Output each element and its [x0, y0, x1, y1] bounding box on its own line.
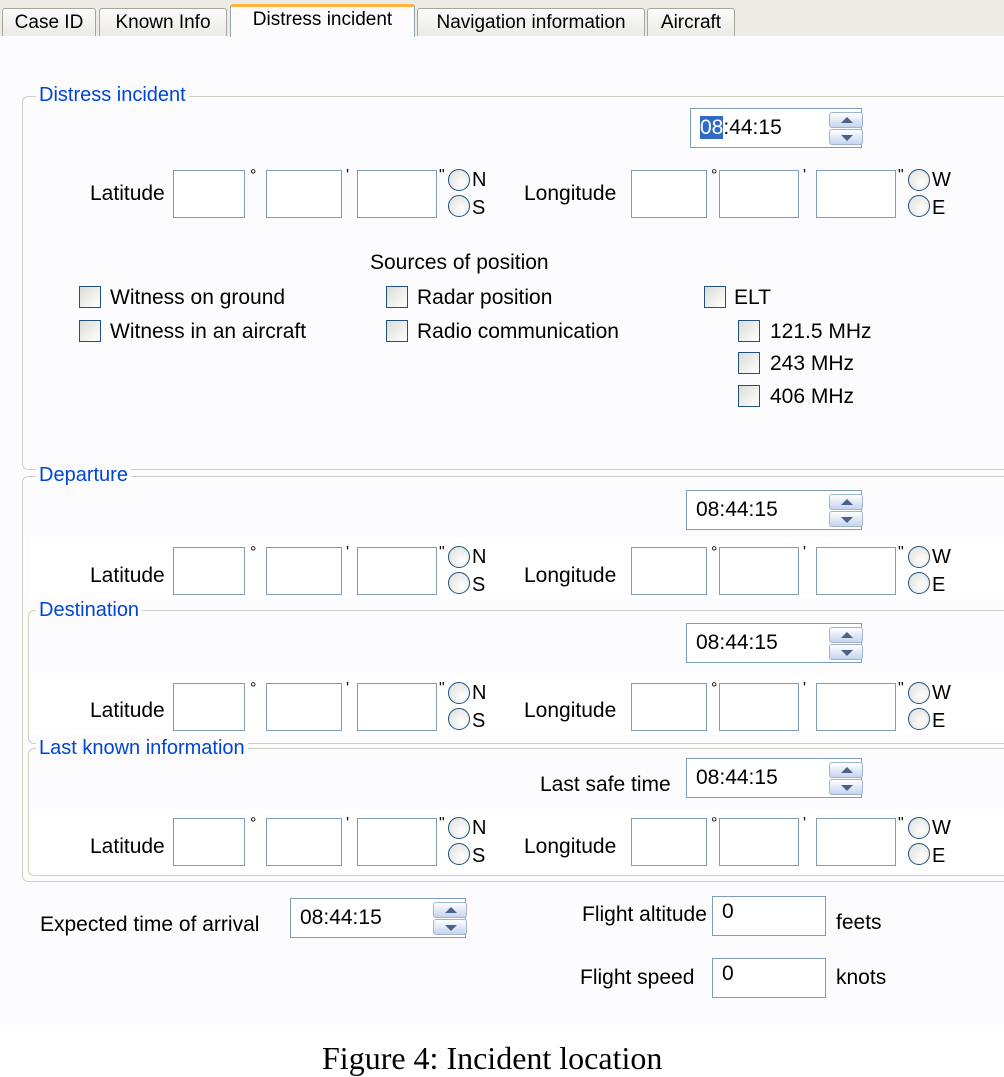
minute-symbol: '	[803, 167, 807, 184]
eta-label: Expected time of arrival	[40, 913, 260, 936]
destination-latitude-seconds-input[interactable]	[357, 683, 437, 731]
south-radio[interactable]	[448, 195, 470, 217]
witness-in-aircraft-label: Witness in an aircraft	[110, 320, 307, 343]
south-radio[interactable]	[448, 572, 470, 594]
departure-latitude-seconds-input[interactable]	[357, 547, 437, 595]
last-known-longitude-seconds-input[interactable]	[816, 818, 896, 866]
second-symbol: "	[898, 544, 904, 561]
east-label: E	[932, 574, 946, 596]
second-symbol: "	[439, 167, 445, 184]
spin-down-icon[interactable]	[433, 919, 467, 935]
flight-altitude-label: Flight altitude	[582, 903, 707, 926]
degree-symbol: °	[711, 680, 718, 697]
north-radio[interactable]	[448, 169, 470, 191]
spin-down-icon[interactable]	[829, 511, 863, 527]
south-label: S	[472, 197, 486, 219]
west-label: W	[932, 682, 951, 704]
second-symbol: "	[898, 815, 904, 832]
longitude-degrees-input[interactable]	[631, 170, 707, 218]
degree-symbol: °	[711, 544, 718, 561]
last-known-legend: Last known information	[36, 738, 248, 758]
west-radio[interactable]	[908, 546, 930, 568]
tab-distress-incident[interactable]: Distress incident	[230, 4, 415, 37]
flight-speed-input[interactable]: 0	[712, 958, 826, 998]
spin-down-icon[interactable]	[829, 644, 863, 660]
departure-longitude-seconds-input[interactable]	[816, 547, 896, 595]
last-known-latitude-minutes-input[interactable]	[266, 818, 342, 866]
flight-speed-unit: knots	[836, 966, 887, 989]
minute-symbol: '	[346, 680, 350, 697]
last-safe-time-label: Last safe time	[540, 773, 671, 796]
latitude-minutes-input[interactable]	[266, 170, 342, 218]
last-known-latitude-seconds-input[interactable]	[357, 818, 437, 866]
elt-243-checkbox[interactable]	[738, 352, 760, 374]
elt-406-checkbox[interactable]	[738, 385, 760, 407]
north-radio[interactable]	[448, 817, 470, 839]
degree-symbol: °	[250, 680, 257, 697]
departure-latitude-minutes-input[interactable]	[266, 547, 342, 595]
distress-incident-group	[22, 96, 1004, 470]
latitude-seconds-input[interactable]	[357, 170, 437, 218]
time-hour-selected: 08	[700, 116, 724, 139]
east-radio[interactable]	[908, 708, 930, 730]
minute-symbol: '	[346, 815, 350, 832]
degree-symbol: °	[250, 815, 257, 832]
latitude-label: Latitude	[90, 835, 165, 858]
elt-label: ELT	[734, 286, 771, 309]
south-radio[interactable]	[448, 843, 470, 865]
minute-symbol: '	[803, 815, 807, 832]
degree-symbol: °	[250, 167, 257, 184]
departure-longitude-degrees-input[interactable]	[631, 547, 707, 595]
longitude-label: Longitude	[524, 182, 617, 205]
minute-symbol: '	[346, 544, 350, 561]
last-safe-time-field[interactable]: 08:44:15	[686, 758, 862, 798]
north-label: N	[472, 169, 487, 191]
tab-known-info[interactable]: Known Info	[99, 8, 227, 36]
spin-down-icon[interactable]	[829, 129, 863, 145]
elt-243-label: 243 MHz	[770, 352, 855, 375]
spin-down-icon[interactable]	[829, 779, 863, 795]
eta-spinner[interactable]	[433, 902, 467, 935]
destination-latitude-degrees-input[interactable]	[173, 683, 245, 731]
departure-longitude-minutes-input[interactable]	[719, 547, 799, 595]
tab-navigation-information[interactable]: Navigation information	[417, 8, 645, 36]
west-radio[interactable]	[908, 169, 930, 191]
south-label: S	[472, 710, 486, 732]
departure-time-spinner[interactable]	[829, 494, 863, 527]
east-radio[interactable]	[908, 195, 930, 217]
latitude-degrees-input[interactable]	[173, 170, 245, 218]
radio-communication-checkbox[interactable]	[386, 320, 408, 342]
longitude-seconds-input[interactable]	[816, 170, 896, 218]
latitude-label: Latitude	[90, 182, 165, 205]
second-symbol: "	[898, 680, 904, 697]
time-rest: :44:15	[723, 116, 782, 139]
radar-position-label: Radar position	[417, 286, 553, 309]
east-label: E	[932, 845, 946, 867]
west-radio[interactable]	[908, 817, 930, 839]
elt-121-5-checkbox[interactable]	[738, 320, 760, 342]
distress-time-spinner[interactable]	[829, 112, 863, 145]
longitude-label: Longitude	[524, 835, 617, 858]
second-symbol: "	[439, 815, 445, 832]
departure-time-field[interactable]: 08:44:15	[686, 490, 862, 530]
east-label: E	[932, 710, 946, 732]
radio-communication-label: Radio communication	[417, 320, 619, 343]
south-radio[interactable]	[448, 708, 470, 730]
witness-on-ground-label: Witness on ground	[110, 286, 286, 309]
last-safe-time-spinner[interactable]	[829, 762, 863, 795]
destination-time-spinner[interactable]	[829, 627, 863, 660]
north-label: N	[472, 546, 487, 568]
sources-of-position-title: Sources of position	[370, 251, 549, 274]
flight-altitude-input[interactable]: 0	[712, 896, 826, 936]
destination-legend: Destination	[36, 600, 142, 620]
west-label: W	[932, 817, 951, 839]
tab-aircraft[interactable]: Aircraft	[647, 8, 735, 36]
flight-speed-label: Flight speed	[580, 966, 695, 989]
figure-caption: Figure 4: Incident location	[322, 1040, 663, 1076]
south-label: S	[472, 574, 486, 596]
elt-406-label: 406 MHz	[770, 385, 855, 408]
tab-strip	[0, 0, 1004, 37]
degree-symbol: °	[250, 544, 257, 561]
west-radio[interactable]	[908, 682, 930, 704]
second-symbol: "	[439, 680, 445, 697]
spin-up-icon[interactable]	[829, 627, 863, 643]
degree-symbol: °	[711, 815, 718, 832]
north-radio[interactable]	[448, 546, 470, 568]
destination-time-field[interactable]: 08:44:15	[686, 623, 862, 663]
longitude-label: Longitude	[524, 699, 617, 722]
minute-symbol: '	[803, 544, 807, 561]
degree-symbol: °	[711, 167, 718, 184]
second-symbol: "	[898, 167, 904, 184]
longitude-minutes-input[interactable]	[719, 170, 799, 218]
flight-altitude-unit: feets	[836, 911, 882, 934]
east-radio[interactable]	[908, 572, 930, 594]
west-label: W	[932, 546, 951, 568]
last-known-latitude-degrees-input[interactable]	[173, 818, 245, 866]
distress-incident-legend: Distress incident	[36, 85, 189, 105]
tab-case-id[interactable]: Case ID	[2, 8, 96, 36]
east-label: E	[932, 197, 946, 219]
elt-checkbox[interactable]	[704, 286, 726, 308]
minute-symbol: '	[346, 167, 350, 184]
destination-longitude-seconds-input[interactable]	[816, 683, 896, 731]
west-label: W	[932, 169, 951, 191]
departure-legend: Departure	[36, 465, 131, 485]
destination-longitude-degrees-input[interactable]	[631, 683, 707, 731]
departure-latitude-degrees-input[interactable]	[173, 547, 245, 595]
spin-up-icon[interactable]	[433, 902, 467, 918]
witness-in-aircraft-checkbox[interactable]	[79, 320, 101, 342]
minute-symbol: '	[803, 680, 807, 697]
east-radio[interactable]	[908, 843, 930, 865]
eta-field[interactable]: 08:44:15	[290, 898, 466, 938]
north-label: N	[472, 817, 487, 839]
spin-up-icon[interactable]	[829, 112, 863, 128]
second-symbol: "	[439, 544, 445, 561]
longitude-label: Longitude	[524, 564, 617, 587]
destination-latitude-minutes-input[interactable]	[266, 683, 342, 731]
south-label: S	[472, 845, 486, 867]
witness-on-ground-checkbox[interactable]	[79, 286, 101, 308]
latitude-label: Latitude	[90, 699, 165, 722]
spin-up-icon[interactable]	[829, 494, 863, 510]
spin-up-icon[interactable]	[829, 762, 863, 778]
elt-121-5-label: 121.5 MHz	[770, 320, 872, 343]
destination-longitude-minutes-input[interactable]	[719, 683, 799, 731]
last-known-longitude-minutes-input[interactable]	[719, 818, 799, 866]
last-known-longitude-degrees-input[interactable]	[631, 818, 707, 866]
radar-position-checkbox[interactable]	[386, 286, 408, 308]
latitude-label: Latitude	[90, 564, 165, 587]
north-radio[interactable]	[448, 682, 470, 704]
north-label: N	[472, 682, 487, 704]
